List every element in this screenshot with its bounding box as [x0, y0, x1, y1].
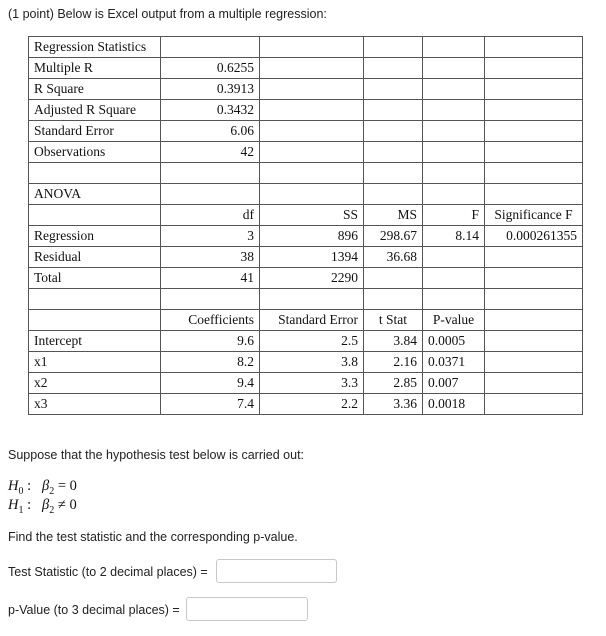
table-cell: 0.0005: [423, 331, 485, 352]
alternative-hypothesis: $H_1$ : $\beta_2 \ne 0$: [8, 497, 77, 516]
table-cell: Standard Error: [29, 121, 161, 142]
table-cell: 7.4: [161, 394, 260, 415]
table-cell: [423, 37, 485, 58]
table-cell: 9.4: [161, 373, 260, 394]
table-row: [29, 373, 583, 394]
table-row: [29, 100, 583, 121]
table-cell: [364, 184, 423, 205]
table-row: [29, 58, 583, 79]
table-cell: Total: [29, 268, 161, 289]
table-cell: [260, 37, 364, 58]
table-cell: [423, 268, 485, 289]
table-cell: [161, 37, 260, 58]
table-cell: Residual: [29, 247, 161, 268]
table-cell: Regression: [29, 226, 161, 247]
table-cell: [423, 247, 485, 268]
table-cell: MS: [364, 205, 423, 226]
table-cell: x2: [29, 373, 161, 394]
table-cell: 3.84: [364, 331, 423, 352]
table-cell: [29, 289, 161, 310]
table-cell: x1: [29, 352, 161, 373]
table-cell: [364, 163, 423, 184]
table-cell: [260, 184, 364, 205]
table-cell: 41: [161, 268, 260, 289]
table-cell: [485, 289, 583, 310]
table-cell: [485, 100, 583, 121]
table-cell: 0.0371: [423, 352, 485, 373]
table-cell: Standard Error: [260, 310, 364, 331]
table-cell: [161, 163, 260, 184]
table-row: [29, 121, 583, 142]
p-value-input[interactable]: [186, 597, 308, 621]
table-cell: [485, 310, 583, 331]
table-cell: [485, 331, 583, 352]
table-cell: Coefficients: [161, 310, 260, 331]
table-row: [29, 184, 583, 205]
table-cell: [485, 268, 583, 289]
table-cell: [423, 289, 485, 310]
table-cell: [485, 37, 583, 58]
table-cell: [161, 289, 260, 310]
table-cell: 2.2: [260, 394, 364, 415]
table-cell: [485, 352, 583, 373]
table-cell: [260, 79, 364, 100]
table-cell: [29, 163, 161, 184]
table-cell: [485, 373, 583, 394]
table-cell: [485, 79, 583, 100]
table-row: [29, 79, 583, 100]
table-cell: Regression Statistics: [29, 37, 161, 58]
table-cell: 42: [161, 142, 260, 163]
regression-output-table: [28, 36, 583, 415]
table-cell: P-value: [423, 310, 485, 331]
table-cell: [423, 79, 485, 100]
table-cell: 298.67: [364, 226, 423, 247]
table-cell: [161, 184, 260, 205]
table-row: [29, 289, 583, 310]
table-cell: [423, 58, 485, 79]
table-cell: [485, 58, 583, 79]
table-row: [29, 331, 583, 352]
table-row: [29, 226, 583, 247]
table-cell: F: [423, 205, 485, 226]
table-cell: [423, 100, 485, 121]
table-row: [29, 268, 583, 289]
table-cell: [29, 205, 161, 226]
table-cell: 0.0018: [423, 394, 485, 415]
test-statistic-label: Test Statistic (to 2 decimal places) =: [8, 565, 208, 579]
table-row: [29, 37, 583, 58]
table-cell: [29, 310, 161, 331]
table-cell: [423, 163, 485, 184]
p-value-label: p-Value (to 3 decimal places) =: [8, 603, 180, 617]
task-text: Find the test statistic and the corresponding p-value.: [8, 530, 298, 544]
table-cell: [485, 394, 583, 415]
table-cell: t Stat: [364, 310, 423, 331]
table-cell: [260, 289, 364, 310]
table-cell: [364, 142, 423, 163]
table-cell: Significance F: [485, 205, 583, 226]
table-cell: [260, 58, 364, 79]
table-cell: 0.3913: [161, 79, 260, 100]
table-cell: [364, 37, 423, 58]
table-cell: df: [161, 205, 260, 226]
table-cell: [364, 100, 423, 121]
table-cell: 0.007: [423, 373, 485, 394]
table-cell: 2.16: [364, 352, 423, 373]
table-row: [29, 247, 583, 268]
table-cell: 1394: [260, 247, 364, 268]
table-cell: [423, 184, 485, 205]
table-cell: [364, 289, 423, 310]
table-row: [29, 142, 583, 163]
table-cell: SS: [260, 205, 364, 226]
table-cell: 3: [161, 226, 260, 247]
table-cell: 2.85: [364, 373, 423, 394]
question-intro: (1 point) Below is Excel output from a multiple regression:: [8, 7, 327, 21]
table-row: [29, 394, 583, 415]
table-cell: [423, 142, 485, 163]
table-cell: [485, 142, 583, 163]
table-cell: [485, 121, 583, 142]
table-cell: 38: [161, 247, 260, 268]
table-row: [29, 310, 583, 331]
table-cell: 3.8: [260, 352, 364, 373]
table-cell: 2.5: [260, 331, 364, 352]
table-cell: [364, 79, 423, 100]
table-cell: 0.000261355: [485, 226, 583, 247]
table-cell: 6.06: [161, 121, 260, 142]
table-cell: 36.68: [364, 247, 423, 268]
table-cell: ANOVA: [29, 184, 161, 205]
table-cell: 896: [260, 226, 364, 247]
table-cell: [260, 163, 364, 184]
table-cell: [423, 121, 485, 142]
setup-text: Suppose that the hypothesis test below is carried out:: [8, 448, 305, 462]
table-cell: [364, 58, 423, 79]
table-cell: [364, 268, 423, 289]
table-cell: 8.2: [161, 352, 260, 373]
table-row: [29, 205, 583, 226]
table-cell: 8.14: [423, 226, 485, 247]
table-cell: Intercept: [29, 331, 161, 352]
table-cell: [485, 163, 583, 184]
table-row: [29, 352, 583, 373]
test-statistic-input[interactable]: [216, 559, 337, 583]
table-cell: [260, 121, 364, 142]
table-cell: 3.3: [260, 373, 364, 394]
table-cell: 0.3432: [161, 100, 260, 121]
table-cell: [260, 100, 364, 121]
table-cell: 0.6255: [161, 58, 260, 79]
table-cell: [364, 121, 423, 142]
table-cell: Multiple R: [29, 58, 161, 79]
table-cell: [485, 184, 583, 205]
table-cell: 3.36: [364, 394, 423, 415]
table-cell: Observations: [29, 142, 161, 163]
table-cell: Adjusted R Square: [29, 100, 161, 121]
table-cell: x3: [29, 394, 161, 415]
table-cell: R Square: [29, 79, 161, 100]
table-row: [29, 163, 583, 184]
table-cell: [485, 247, 583, 268]
table-cell: 2290: [260, 268, 364, 289]
table-cell: 9.6: [161, 331, 260, 352]
null-hypothesis: $H_0$ : $\beta_2 = 0$: [8, 478, 77, 497]
table-cell: [260, 142, 364, 163]
